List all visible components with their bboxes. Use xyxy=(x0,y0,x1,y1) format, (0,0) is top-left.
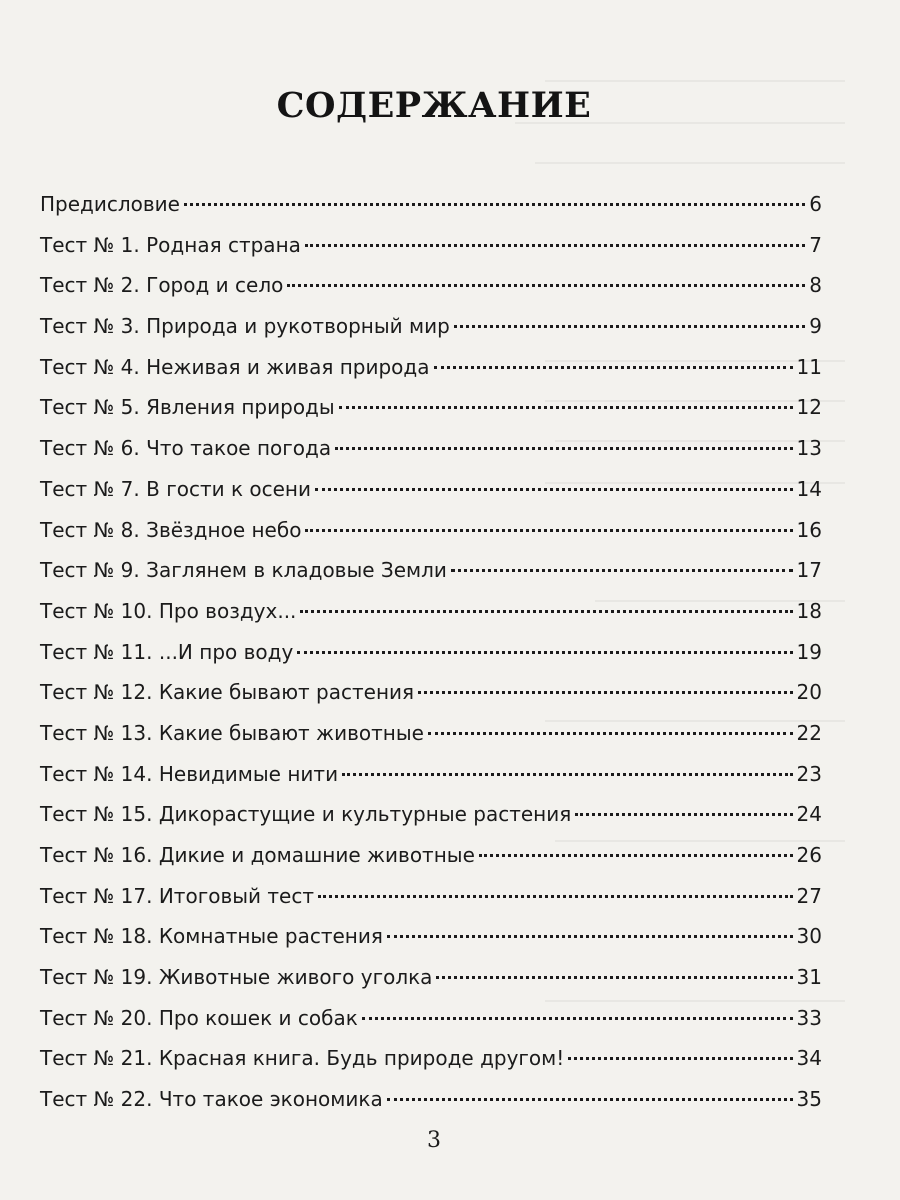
toc-entry xyxy=(40,510,822,551)
dot-leader xyxy=(305,529,792,532)
toc-entry-title: Тест № 14. Невидимые нити xyxy=(40,761,339,786)
toc-entry-title: Тест № 8. Звёздное небо xyxy=(40,517,302,542)
toc-entry-title: Тест № 1. Родная страна xyxy=(40,232,301,257)
toc-entry-page: 35 xyxy=(796,1087,822,1112)
toc-entry-page: 13 xyxy=(796,436,822,461)
dot-leader xyxy=(184,203,805,206)
toc-entry-title: Тест № 13. Какие бывают животные xyxy=(40,720,424,745)
toc-entry-title: Тест № 18. Комнатные растения xyxy=(40,924,383,949)
toc-entry xyxy=(40,876,822,917)
table-of-contents xyxy=(40,184,822,1120)
toc-entry-title: Тест № 3. Природа и рукотворный мир xyxy=(40,314,450,339)
toc-entry xyxy=(40,916,822,957)
toc-entry-title: Тест № 6. Что такое погода xyxy=(40,436,332,461)
toc-entry-page: 27 xyxy=(796,883,822,908)
dot-leader xyxy=(315,488,793,491)
toc-entry-title: Тест № 17. Итоговый тест xyxy=(40,883,314,908)
toc-entry-page: 22 xyxy=(796,720,822,745)
dot-leader xyxy=(428,732,793,735)
toc-entry xyxy=(40,632,822,673)
dot-leader xyxy=(318,895,793,898)
toc-entry xyxy=(40,184,822,225)
dot-leader xyxy=(568,1057,792,1060)
toc-entry-title: Тест № 7. В гости к осени xyxy=(40,476,311,501)
toc-entry-page: 9 xyxy=(809,314,822,339)
dot-leader xyxy=(335,447,792,450)
dot-leader xyxy=(451,569,793,572)
toc-entry-title: Предисловие xyxy=(40,192,180,216)
toc-entry xyxy=(40,387,822,428)
toc-entry xyxy=(40,835,822,876)
toc-entry xyxy=(40,591,822,632)
toc-entry-page: 34 xyxy=(796,1046,822,1071)
toc-entry xyxy=(40,754,822,795)
toc-entry xyxy=(40,225,822,266)
toc-entry xyxy=(40,265,822,306)
toc-entry-title: Тест № 21. Красная книга. Будь природе другом! xyxy=(40,1046,565,1071)
toc-entry xyxy=(40,550,822,591)
toc-entry-title: Тест № 12. Какие бывают растения xyxy=(40,680,415,705)
dot-leader xyxy=(387,935,793,938)
dot-leader xyxy=(479,854,793,857)
dot-leader xyxy=(362,1017,793,1020)
toc-entry xyxy=(40,469,822,510)
toc-entry-page: 11 xyxy=(796,354,822,379)
toc-entry-title: Тест № 15. Дикорастущие и культурные растения xyxy=(40,802,572,827)
toc-entry-page: 17 xyxy=(796,558,822,583)
toc-entry-title: Тест № 20. Про кошек и собак xyxy=(40,1005,358,1030)
toc-entry xyxy=(40,347,822,388)
toc-entry-page: 14 xyxy=(796,476,822,501)
dot-leader xyxy=(342,773,792,776)
toc-entry-title: Тест № 5. Явления природы xyxy=(40,395,335,420)
toc-entry-page: 26 xyxy=(796,843,822,867)
dot-leader xyxy=(575,813,792,816)
toc-entry-title: Тест № 2. Город и село xyxy=(40,273,284,298)
toc-entry-page: 31 xyxy=(796,965,822,990)
dot-leader xyxy=(436,976,792,979)
toc-entry xyxy=(40,713,822,754)
dot-leader xyxy=(454,325,805,328)
toc-entry xyxy=(40,672,822,713)
toc-entry-title: Тест № 11. ...И про воду xyxy=(40,639,294,664)
toc-entry xyxy=(40,1038,822,1079)
dot-leader xyxy=(305,244,805,247)
dot-leader xyxy=(387,1098,793,1101)
page-title: СОДЕРЖАНИЕ xyxy=(276,85,592,127)
toc-entry xyxy=(40,428,822,469)
toc-entry-page: 19 xyxy=(796,639,822,664)
toc-entry xyxy=(40,794,822,835)
toc-entry-title: Тест № 10. Про воздух... xyxy=(40,598,297,623)
toc-entry-page: 6 xyxy=(809,192,822,216)
dot-leader xyxy=(287,284,805,287)
toc-entry-title: Тест № 4. Неживая и живая природа xyxy=(40,354,430,379)
toc-entry-title: Тест № 19. Животные живого уголка xyxy=(40,965,433,990)
dot-leader xyxy=(418,691,792,694)
toc-entry xyxy=(40,1079,822,1120)
toc-entry-page: 30 xyxy=(796,924,822,949)
toc-entry-title: Тест № 16. Дикие и домашние животные xyxy=(40,843,475,867)
toc-entry-page: 16 xyxy=(796,517,822,542)
page-number: 3 xyxy=(427,1128,441,1153)
toc-entry-page: 23 xyxy=(796,761,822,786)
toc-entry-title: Тест № 22. Что такое экономика xyxy=(40,1087,383,1112)
toc-entry xyxy=(40,998,822,1039)
toc-entry-page: 7 xyxy=(809,232,822,257)
toc-entry-title: Тест № 9. Заглянем в кладовые Земли xyxy=(40,558,447,583)
toc-entry-page: 20 xyxy=(796,680,822,705)
toc-entry-page: 8 xyxy=(809,273,822,298)
dot-leader xyxy=(339,406,793,409)
toc-entry xyxy=(40,306,822,347)
dot-leader xyxy=(297,651,792,654)
toc-entry-page: 33 xyxy=(796,1005,822,1030)
toc-entry-page: 18 xyxy=(796,598,822,623)
toc-entry xyxy=(40,957,822,998)
toc-entry-page: 12 xyxy=(796,395,822,420)
dot-leader xyxy=(434,366,793,369)
toc-entry-page: 24 xyxy=(796,802,822,827)
dot-leader xyxy=(300,610,792,613)
